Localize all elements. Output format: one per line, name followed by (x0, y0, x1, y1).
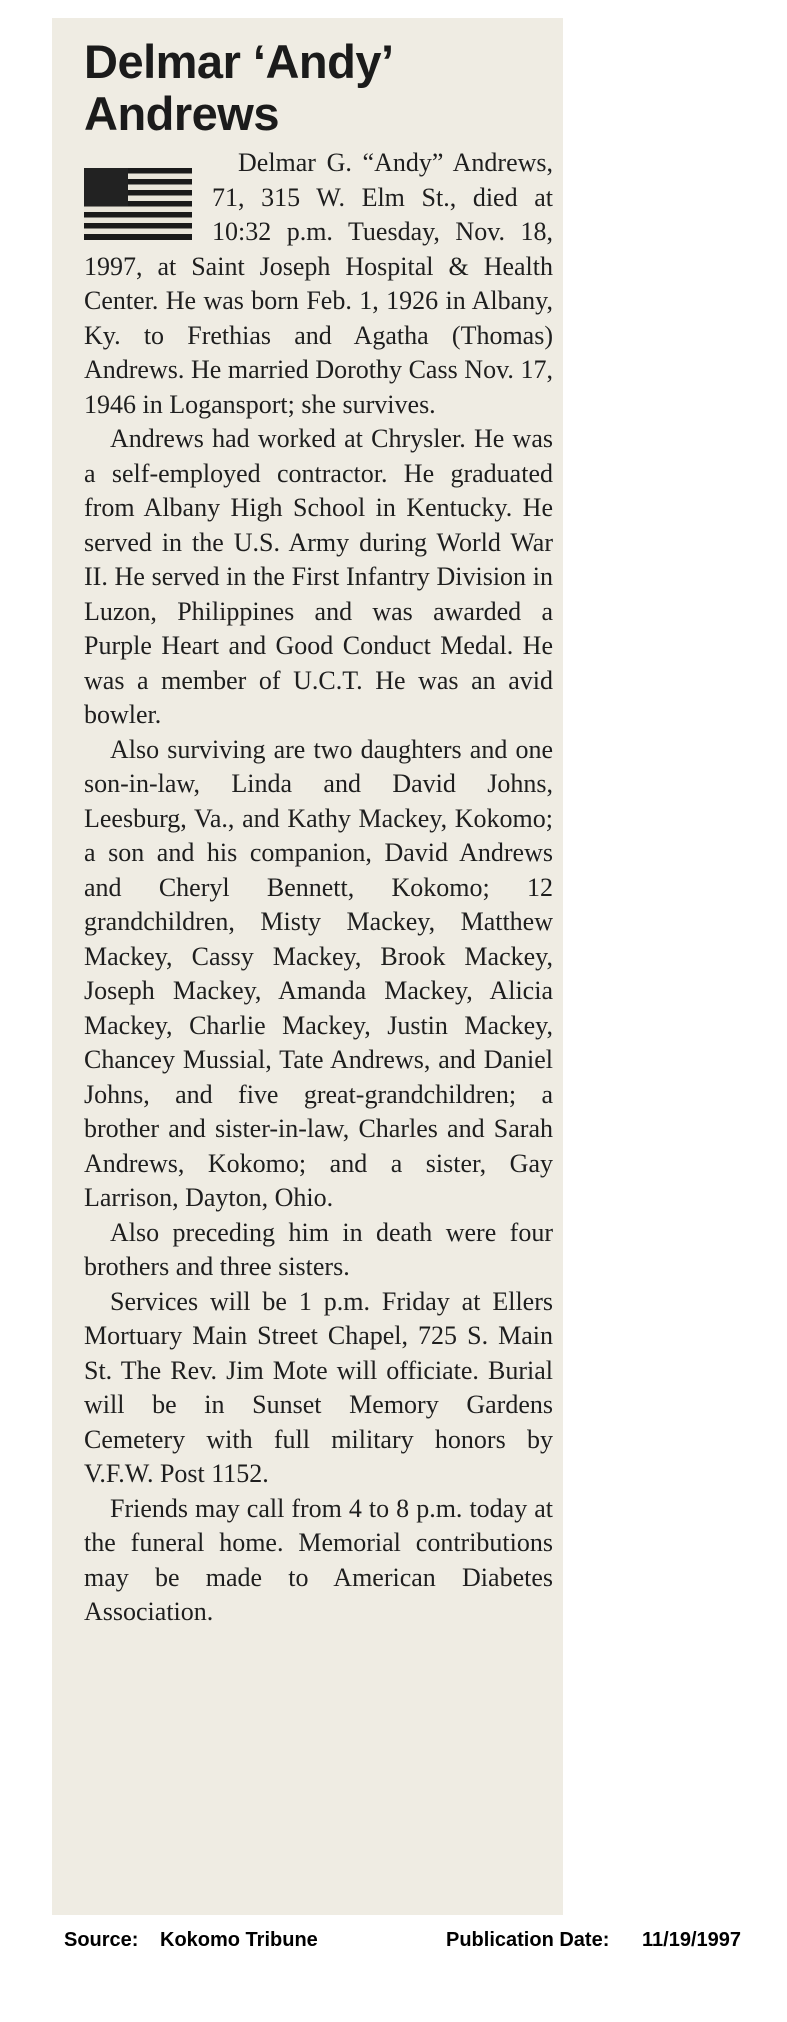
headline: Delmar ‘Andy’ Andrews (84, 35, 391, 140)
publication-date-label: Publication Date: (446, 1929, 610, 1951)
paragraph-career: Andrews had worked at Chrysler. He was a self-employed contractor. He graduated from Albany High School in Kentucky. He served in the U.S. Army during World War II. He served in the First Infantry Division in Luzon, Philippines and was awarded a Purple Heart and Good Conduct Medal. He was a member of U.C.T. He was an avid bowler. (84, 424, 553, 729)
paragraph-survivors: Also surviving are two daughters and one son-in-law, Linda and David Johns, Leesburg, Va., and Kathy Mackey, Kokomo; a son and his companion, David Andrews and Cheryl Bennett, Kokomo; 12 grandchildren, Misty Mackey, Matthew Mackey, Cassy Mackey, Brook Mackey, Joseph Mackey, Amanda Mackey, Alicia Mackey, Charlie Mackey, Justin Mackey, Chancey Mussial, Tate Andrews, and Daniel Johns, and five great-grandchildren; a brother and sister-in-law, Charles and Sarah Andrews, Kokomo; and a sister, Gay Larrison, Dayton, Ohio. (84, 734, 553, 1212)
source-value: Kokomo Tribune (160, 1929, 318, 1951)
paragraph-preceded: Also preceding him in death were four brothers and three sisters. (84, 1217, 553, 1281)
publication-date-value: 11/19/1997 (642, 1929, 741, 1951)
paragraph-death-notice: Delmar G. “Andy” Andrews, 71, 315 W. Elm St., died at 10:32 p.m. Tuesday, Nov. 18, 1997, at Saint Joseph Hospital & Health Center. He was born Feb. 1, 1926 in Albany, Ky. to Frethias and Agatha (Thomas) Andrews. He married Dorothy Cass Nov. 17, 1946 in Logansport; she survives. (84, 148, 553, 419)
obituary-clipping (52, 18, 563, 1915)
us-flag-icon (84, 168, 192, 240)
source-footer (0, 1929, 787, 1959)
obituary-body (84, 146, 553, 1630)
source-label: Source: (64, 1929, 139, 1951)
paragraph-services: Services will be 1 p.m. Friday at Ellers Mortuary Main Street Chapel, 725 S. Main St. The Rev. Jim Mote will officiate. Burial will be in Sunset Memory Gardens Cemetery with full military honors by V.F.W. Post 1152. (84, 1286, 553, 1488)
paragraph-visitation: Friends may call from 4 to 8 p.m. today at the funeral home. Memorial contributions may be made to American Diabetes Association. (84, 1493, 553, 1626)
